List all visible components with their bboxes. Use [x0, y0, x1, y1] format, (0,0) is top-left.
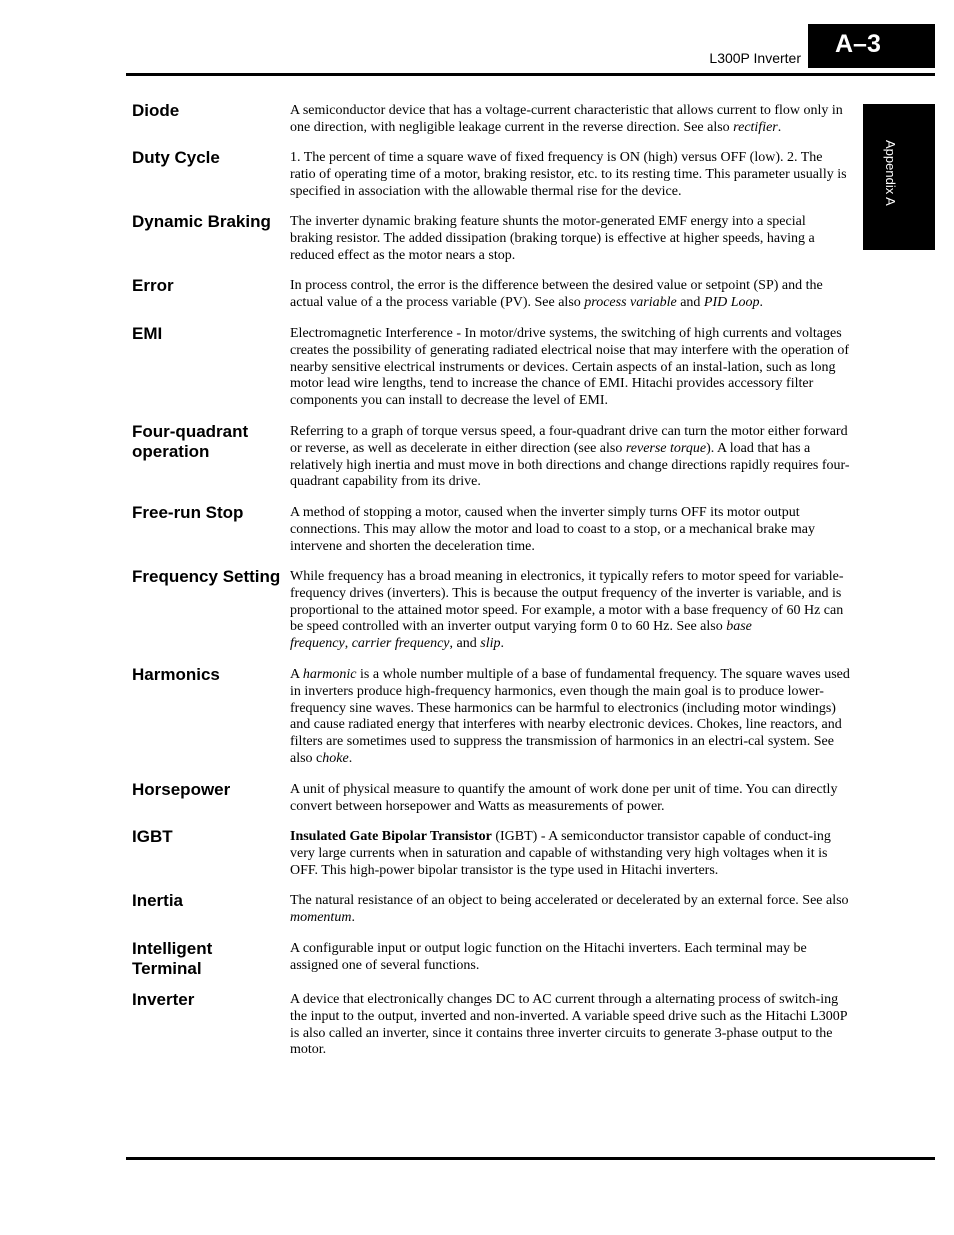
definition-horsepower: A unit of physical measure to quantify the amount of work done per unit of time. You can directly convert between horsepower and Watts as measurements of power.	[290, 782, 838, 814]
definition-igbt: Insulated Gate Bipolar Transistor (IGBT) - A semiconductor transistor capable of conduct-ing very large currents when in saturation and capable of withstanding very high voltages when it is OFF. This high-power bipolar transistor is the type used in Hitachi inverters.	[290, 829, 831, 878]
definition-free-run-stop: A method of stopping a motor, caused when the inverter simply turns OFF its motor output connections. This may allow the motor and load to coast to a stop, or a mechanical brake may intervene and shorten the deceleration time.	[290, 505, 815, 554]
term-emi: EMI	[132, 324, 163, 343]
term-intelligent-terminal: Intelligent Terminal	[132, 939, 213, 978]
definition-intelligent-terminal: A configurable input or output logic function on the Hitachi inverters. Each terminal may be assigned one of several functions.	[290, 941, 807, 973]
definition-dynamic-braking: The inverter dynamic braking feature shunts the motor-generated EMF energy into a special braking resistor. The added dissipation (braking torque) is effective at higher speeds, having a reduced effect as the motor nears a stop.	[290, 214, 815, 263]
page-number-badge: A–3	[808, 24, 935, 68]
definition-emi: Electromagnetic Interference - In motor/drive systems, the switching of high currents and voltages creates the possibility of generating radiated electrical noise that may interfere with the operation of nearby sensitive electrical instruments or devices. Certain aspects of an instal-lation, such as long motor lead wire lengths, tend to increase the chance of EMI. Hitachi provides accessory filter components you can install to decrease the level of EMI.	[290, 326, 850, 409]
definition-harmonics: A harmonic is a whole number multiple of a base of fundamental frequency. The square waves used in inverters produce high-frequency harmonics, even though the main goal is to produce lower-frequency sine waves. These harmonics can be harmful to electronics (including motor windings) and cause radiated energy that interferes with nearby electronic devices. Chokes, line reactors, and filters are sometimes used to suppress the transmission of harmonics in an electri-cal system. See also choke.	[290, 667, 850, 766]
footer-rule	[126, 1157, 935, 1160]
term-igbt: IGBT	[132, 827, 173, 846]
header-rule	[126, 73, 935, 76]
term-four-quadrant: Four-quadrant operation	[132, 422, 249, 461]
term-dynamic-braking: Dynamic Braking	[132, 212, 271, 231]
term-diode: Diode	[132, 101, 180, 120]
term-duty-cycle: Duty Cycle	[132, 148, 220, 167]
term-free-run-stop: Free-run Stop	[132, 503, 244, 522]
term-harmonics: Harmonics	[132, 665, 220, 684]
definition-frequency-setting: While frequency has a broad meaning in electronics, it typically refers to motor speed for variable-frequency drives (inverters). This is because the output frequency of the inverter is variable, and is proportional to the attained motor speed. For example, a motor with a base frequency of 60 Hz can be speed controlled with an inverter output varying form 0 to 60 Hz. See also base frequency, carrier frequency, and slip.	[290, 569, 844, 652]
definition-inverter: A device that electronically changes DC to AC current through a alternating process of switch-ing the input to the output, inverted and non-inverted. A variable speed drive such as the Hitachi L300P is also called an inverter, since it contains three inverter circuits to generate 3-phase output to the motor.	[290, 992, 848, 1058]
term-inverter: Inverter	[132, 990, 195, 1009]
header-title: L300P Inverter	[709, 50, 801, 66]
term-horsepower: Horsepower	[132, 780, 231, 799]
definition-diode: A semiconductor device that has a voltage-current characteristic that allows current to flow only in one direction, with negligible leakage current in the reverse direction. See also rectifier.	[290, 103, 843, 135]
term-error: Error	[132, 276, 174, 295]
term-frequency-setting: Frequency Setting	[132, 567, 281, 586]
definition-inertia: The natural resistance of an object to being accelerated or decelerated by an external force. See also momentum.	[290, 893, 849, 925]
term-inertia: Inertia	[132, 891, 184, 910]
side-tab-label: Appendix A	[883, 140, 898, 206]
definition-four-quadrant: Referring to a graph of torque versus speed, a four-quadrant drive can turn the motor either forward or reverse, as well as decelerate in either direction (see also reverse torque). A load that has a relatively high inertia and must move in both directions and change directions rapidly requires four-quadrant capability from its drive.	[290, 424, 850, 490]
definition-duty-cycle: 1. The percent of time a square wave of fixed frequency is ON (high) versus OFF (low). 2. The ratio of operating time of a motor, braking resistor, etc. to its resting time. This parameter usually is specified in association with the allowable thermal rise for the device.	[290, 150, 847, 199]
definition-error: In process control, the error is the difference between the desired value or setpoint (SP) and the actual value of a the process variable (PV). See also process variable and PID Loop.	[290, 278, 823, 310]
appendix-side-tab	[863, 104, 935, 250]
